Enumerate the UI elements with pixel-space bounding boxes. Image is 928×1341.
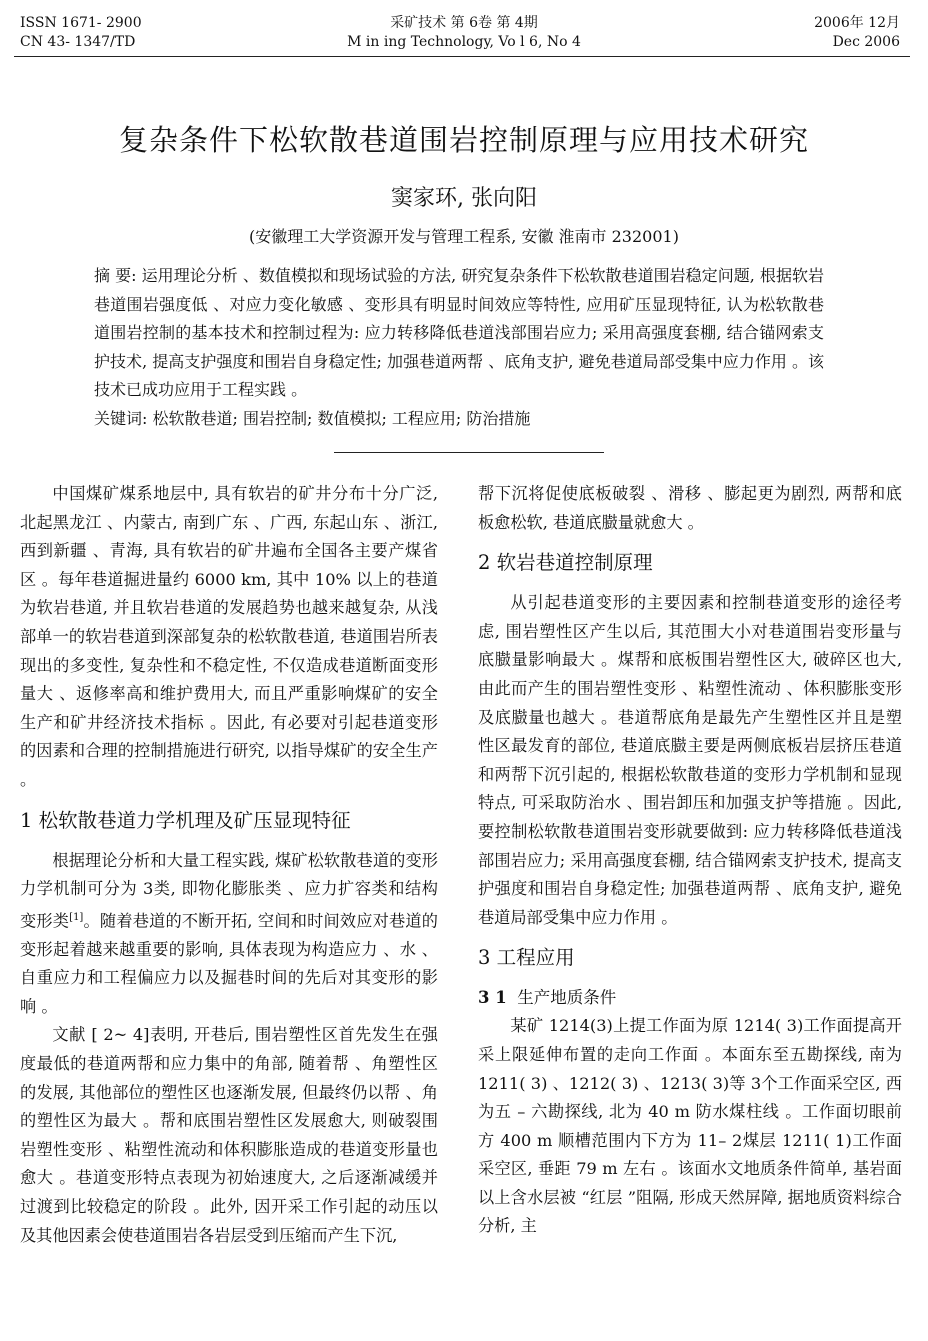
abstract <box>94 262 824 405</box>
cn-number: CN 43- 1347/TD <box>20 34 136 50</box>
paragraph-text: 根据理论分析和大量工程实践, 煤矿松软散巷道的变形力学机制可分为 3类, 即物化膨胀类 、应力扩容类和结构变形类 <box>20 850 438 931</box>
journal-name-cn: 采矿技术 第 6卷 第 4期 <box>390 15 538 31</box>
paper-affiliation: (安徽理工大学资源开发与管理工程系, 安徽 淮南市 232001) <box>249 227 679 246</box>
section-1-paragraph-1 <box>20 847 438 1022</box>
right-column <box>478 480 902 1241</box>
issn: ISSN 1671- 2900 <box>20 15 142 31</box>
abstract-block <box>94 262 824 433</box>
paragraph-text-cont: 。随着巷道的不断开拓, 空间和时间效应对巷道的变形起着越来越重要的影响, 具体表现为构造应力 、水 、自重应力和工程偏应力以及掘巷时间的先后对其变形的影响 。 <box>20 911 438 1016</box>
subsection-title: 生产地质条件 <box>517 988 617 1008</box>
section-2-heading: 2 软岩巷道控制原理 <box>478 551 653 575</box>
subsection-3-1-heading <box>478 984 902 1012</box>
keywords-label: 关键词: <box>94 408 148 428</box>
section-1-heading: 1 松软散巷道力学机理及矿压显现特征 <box>20 808 351 832</box>
section-3-heading: 3 工程应用 <box>478 946 575 970</box>
header-divider <box>14 56 910 57</box>
subsection-3-1-paragraph: 某矿 1214(3)上提工作面为原 1214( 3)工作面提高开采上限延伸布置的走向工作面 。本面东至五勘探线, 南为 1211( 3) 、1212( 3) 、1213( 3)等 3个工作面采空区, 西为五 – 六勘探线, 北为 40 m 防水煤柱线 。工作面切眼前方 400 m 顺槽范围内下方为 11– 2煤层 1211( 1)工作面采空区, 垂距 79 m 左右 。该面水文地质条件简单, 基岩面以上含水层被 “红层 ”阻隔, 形成天然屏障, 据地质资料综合分析, 主 <box>478 1016 902 1236</box>
section-1-paragraph-2: 文献 [ 2~ 4]表明, 开巷后, 围岩塑性区首先发生在强度最低的巷道两帮和应力集中的角部, 随着帮 、角塑性区的发展, 其他部位的塑性区也逐渐发展, 但最终仍以帮 、角的塑性区为最大 。帮和底围岩塑性区发展愈大, 则破裂围岩塑性变形 、粘塑性流动和体积膨胀造成的巷道变形量也愈大 。巷道变形特点表现为初始速度大, 之后逐渐减缓并过渡到比较稳定的阶段 。此外, 因开采工作引起的动压以及其他因素会使巷道围岩各岩层受到压缩而产生下沉, <box>20 1025 438 1245</box>
intro-paragraph: 中国煤矿煤系地层中, 具有软岩的矿井分布十分广泛, 北起黑龙江 、内蒙古, 南到广东 、广西, 东起山东 、浙江, 西到新疆 、青海, 具有软岩的矿井遍布全国各主要产煤省区 。每年巷道掘进量约 6000 km, 其中 10% 以上的巷道为软岩巷道, 并且软岩巷道的发展趋势也越来越复杂, 从浅部单一的软岩巷道到深部复杂的松软散巷道, 巷道围岩所表现出的多变性, 复杂性和不稳定性, 不仅造成巷道断面变形量大 、返修率高和维护费用大, 而且严重影响煤矿的安全生产和矿井经济技术指标 。因此, 有必要对引起巷道变形的因素和合理的控制措施进行研究, 以指导煤矿的安全生产 。 <box>20 484 438 789</box>
header-center <box>0 14 928 52</box>
citation-ref: [1] <box>69 911 84 923</box>
date-en: Dec 2006 <box>832 34 900 50</box>
journal-name-en: M in ing Technology, Vo l 6, No 4 <box>347 34 581 50</box>
subsection-number: 3 1 <box>478 988 507 1008</box>
section-2-paragraph: 从引起巷道变形的主要因素和控制巷道变形的途径考虑, 围岩塑性区产生以后, 其范围大小对巷道围岩变形量与底臌量影响最大 。煤帮和底板围岩塑性区大, 破碎区也大, 由此而产生的围岩塑性变形 、粘塑性流动 、体积膨胀变形及底臌量也越大 。巷道帮底角是最先产生塑性区并且是塑性区最发育的部位, 巷道底臌主要是两侧底板岩层挤压巷道和两帮下沉引起的, 根据松软散巷道的变形力学机制和显现特点, 可采取防治水 、围岩卸压和加强支护等措施 。因此, 要控制松软散巷道围岩变形就要做到: 应力转移降低巷道浅部围岩应力; 采用高强度套棚, 结合锚网索支护技术, 提高支护强度和围岩自身稳定性; 加强巷道两帮 、底角支护, 避免巷道局部受集中应力作用 。 <box>478 593 902 927</box>
continued-paragraph: 帮下沉将促使底板破裂 、滑移 、膨起更为剧烈, 两帮和底板愈松软, 巷道底臌量就愈大 。 <box>478 484 902 532</box>
keywords <box>94 405 824 434</box>
abstract-label: 摘 要: <box>94 266 137 285</box>
header-right <box>814 14 900 52</box>
abstract-text: 运用理论分析 、数值模拟和现场试验的方法, 研究复杂条件下松软散巷道围岩稳定问题, 根据软岩巷道围岩强度低 、对应力变化敏感 、变形具有明显时间效应等特性, 应用矿压显现特征, 认为松软散巷道围岩控制的基本技术和控制过程为: 应力转移降低巷道浅部围岩应力; 采用高强度套棚, 结合锚网索支护技术, 提高支护强度和围岩自身稳定性; 加强巷道两帮 、底角支护, 避免巷道局部受集中应力作用 。该技术已成功应用于工程实践 。 <box>94 266 824 399</box>
paper-authors: 窦家环, 张向阳 <box>391 186 537 211</box>
date-cn: 2006年 12月 <box>814 15 900 31</box>
left-column <box>20 480 438 1250</box>
paper-title: 复杂条件下松软散巷道围岩控制原理与应用技术研究 <box>118 123 809 157</box>
keywords-text: 松软散巷道; 围岩控制; 数值模拟; 工程应用; 防治措施 <box>152 408 531 428</box>
abstract-divider <box>334 452 604 453</box>
